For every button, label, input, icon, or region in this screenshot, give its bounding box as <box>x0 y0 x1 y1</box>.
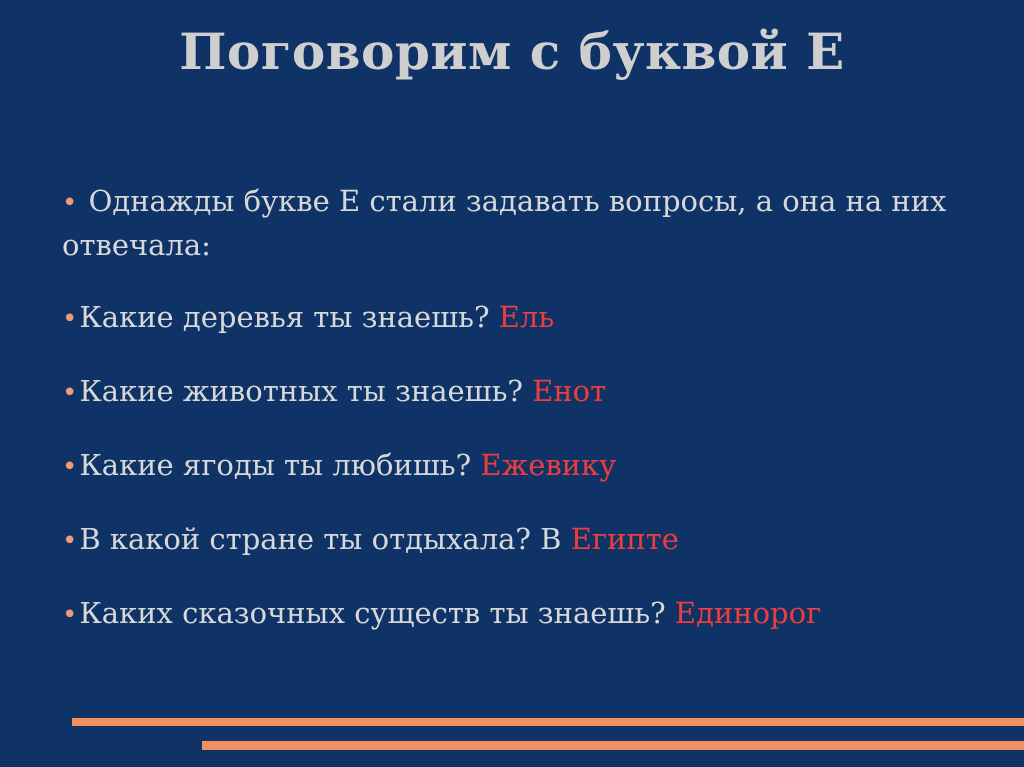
answer-text: Ель <box>498 300 555 334</box>
decorative-line-bottom <box>202 741 1024 750</box>
question-text: Какие животных ты знаешь? <box>79 374 533 408</box>
answer-text: Египте <box>570 522 679 556</box>
bullet-icon: • <box>62 452 78 482</box>
intro-item <box>62 180 982 266</box>
slide-content <box>62 180 982 666</box>
bullet-icon: • <box>62 378 78 408</box>
question-text: В какой стране ты отдыхала? В <box>79 522 562 556</box>
question-text: Каких сказочных существ ты знаешь? <box>79 596 666 630</box>
decorative-line-top <box>72 718 1024 726</box>
question-text: Какие деревья ты знаешь? <box>79 300 490 334</box>
question-text: Какие ягоды ты любишь? <box>79 448 472 482</box>
list-item <box>62 592 982 636</box>
answer-text: Единорог <box>674 596 822 630</box>
bullet-icon: • <box>62 526 78 556</box>
list-item <box>62 518 982 562</box>
list-item <box>62 296 982 340</box>
list-item <box>62 370 982 414</box>
bullet-icon: • <box>62 600 78 630</box>
list-item <box>62 444 982 488</box>
bullet-icon: • <box>62 188 78 218</box>
answer-text: Енот <box>532 374 607 408</box>
bullet-icon: • <box>62 304 78 334</box>
answer-text: Ежевику <box>480 448 617 482</box>
intro-text: Однажды букве Е стали задавать вопросы, а она на них отвечала: <box>62 184 947 262</box>
slide-title: Поговорим с буквой Е <box>179 22 845 81</box>
